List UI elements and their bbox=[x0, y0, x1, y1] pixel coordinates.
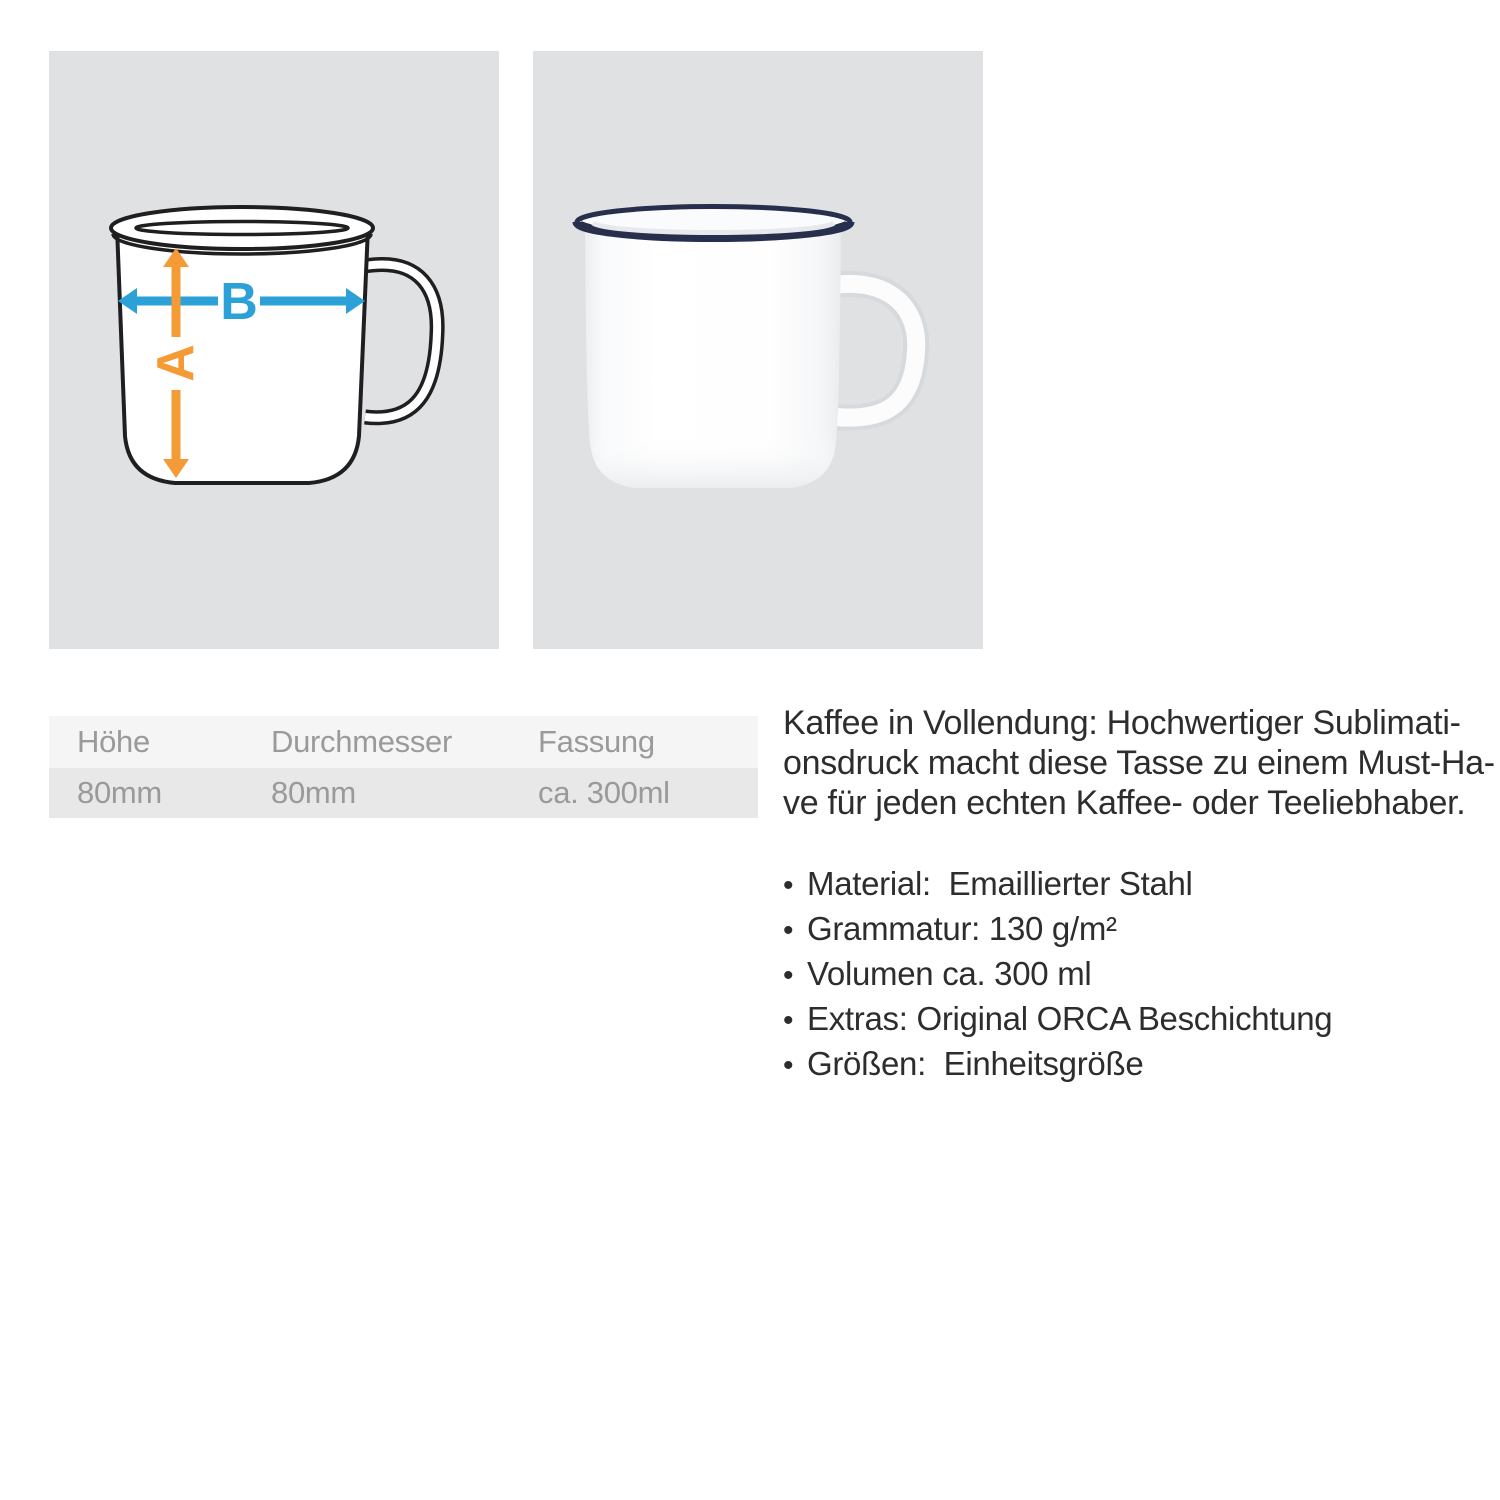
spec-item-text: Größen: Einheitsgröße bbox=[807, 1045, 1144, 1082]
photo-mug-handle bbox=[832, 284, 916, 418]
bullet-icon: • bbox=[783, 869, 794, 902]
bullet-icon: • bbox=[783, 1004, 794, 1037]
description-intro-line: onsdruck macht diese Tasse zu einem Must-Ha- bbox=[783, 744, 1495, 782]
spec-item-text: Material: Emaillierter Stahl bbox=[807, 865, 1193, 902]
description-intro-line: Kaffee in Vollendung: Hochwertiger Sublimati- bbox=[783, 704, 1461, 742]
description-intro-line: ve für jeden echten Kaffee- oder Teeliebhaber. bbox=[783, 784, 1466, 822]
product-image-dimension-diagram[interactable] bbox=[49, 51, 499, 649]
spec-item-extras bbox=[783, 997, 1483, 1042]
spec-bullet-list bbox=[783, 862, 1483, 1087]
spec-item-text: Grammatur: 130 g/m² bbox=[807, 910, 1117, 947]
spec-item-volumen bbox=[783, 952, 1483, 997]
size-table-header-row bbox=[49, 716, 758, 768]
bullet-icon: • bbox=[783, 959, 794, 992]
size-table-value-hoehe: 80mm bbox=[77, 775, 162, 810]
diagram-mug-handle-inner bbox=[365, 265, 437, 418]
size-table-value-fassung: ca. 300ml bbox=[538, 775, 670, 810]
spec-item-text: Extras: Original ORCA Beschichtung bbox=[807, 1000, 1333, 1037]
enamel-mug-photo bbox=[533, 51, 983, 649]
spec-item-material bbox=[783, 862, 1483, 907]
height-label-a: A bbox=[147, 344, 205, 382]
size-table-header-durchmesser: Durchmesser bbox=[271, 724, 453, 759]
size-table bbox=[49, 716, 758, 818]
mug-dimension-diagram bbox=[49, 51, 499, 649]
bullet-icon: • bbox=[783, 914, 794, 947]
photo-mug-rim bbox=[577, 207, 850, 238]
size-table-header-hoehe: Höhe bbox=[77, 724, 150, 759]
diameter-label-b: B bbox=[220, 273, 258, 331]
spec-item-text: Volumen ca. 300 ml bbox=[807, 955, 1092, 992]
product-image-photo[interactable] bbox=[533, 51, 983, 649]
photo-mug-body-shading bbox=[585, 223, 841, 488]
size-table-value-durchmesser: 80mm bbox=[271, 775, 356, 810]
spec-item-groessen bbox=[783, 1042, 1483, 1087]
description-intro bbox=[783, 703, 1495, 823]
product-description bbox=[783, 703, 1495, 1087]
size-table-value-row bbox=[49, 768, 758, 818]
bullet-icon: • bbox=[783, 1049, 794, 1082]
spec-item-grammatur bbox=[783, 907, 1483, 952]
size-table-header-fassung: Fassung bbox=[538, 724, 655, 759]
diagram-mug-opening bbox=[136, 222, 348, 235]
